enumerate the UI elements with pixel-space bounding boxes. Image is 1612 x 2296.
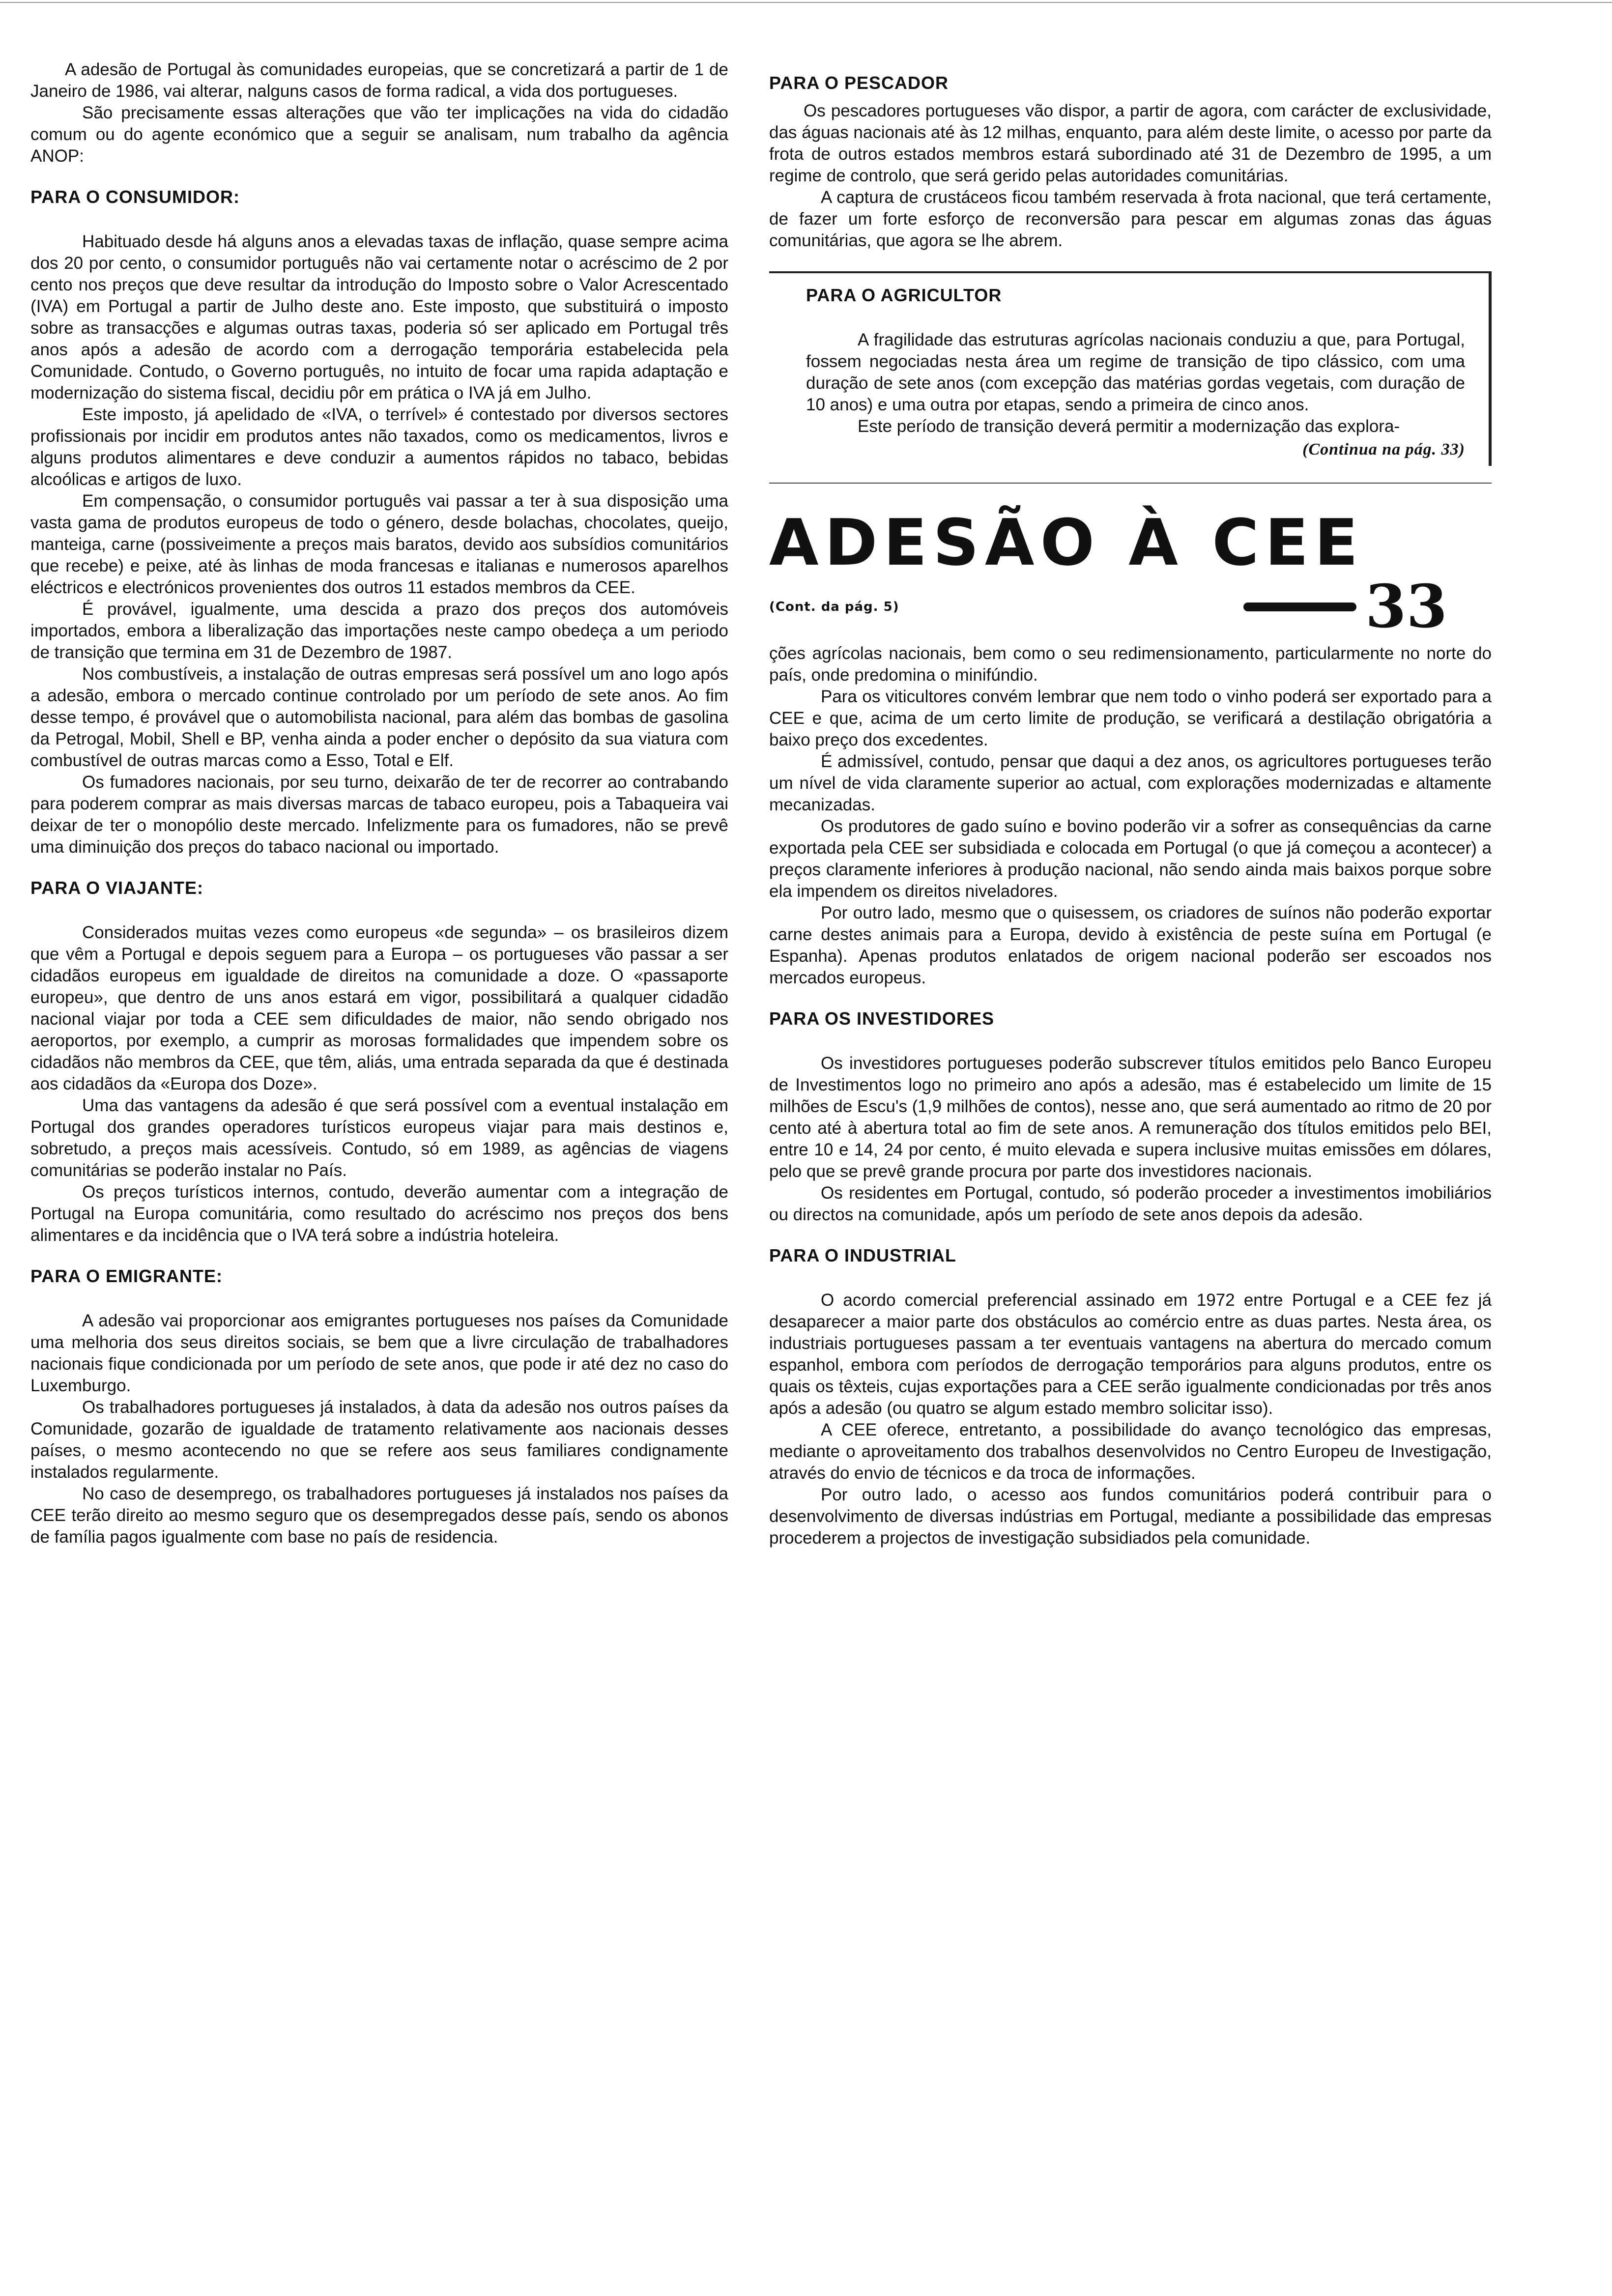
body-paragraph: É admissível, contudo, pensar que daqui a dez anos, os agricultores portugueses terão um nível de vida claramente superior ao actual, com explorações modernizadas e altamente mecanizadas. (769, 752, 1492, 814)
continued-note: (Continua na pág. 33) (1302, 440, 1465, 459)
banner-title: ADESÃO À CEE (769, 505, 1364, 580)
body-paragraph: A captura de crustáceos ficou também reservada à frota nacional, que terá certamente, de fazer um forte esforço de reconversão para pescar em algumas zonas das águas comunitárias, que agora se lhe abrem. (769, 188, 1492, 250)
body-paragraph: Considerados muitas vezes como europeus «de segunda» – os brasileiros dizem que vêm a Portugal e depois seguem para a Europa – os portugueses vão passar a ser cidadãos europeus em igualdade de direitos na comunidade a doze. O «passaporte europeu», que dentro de uns anos estará em vigor, possibilitará a qualquer cidadão nacional viajar por toda a CEE sem dificuldades de maior, não sendo obrigado nos aeroportos, por exemplo, a cumprir as morosas formalidades que impendem sobre os cidadãos não membros da CEE, que têm, aliás, uma entrada separada da que é destinada aos cidadãos da «Europa dos Doze». (30, 923, 728, 1093)
body-paragraph: O acordo comercial preferencial assinado em 1972 entre Portugal e a CEE fez já desaparecer a maior parte dos obstáculos ao comércio entre as duas partes. Nesta área, os industriais portugueses passam a ter eventuais vantagens na abertura do mercado comum espanhol, embora com períodos de derrogação temporários para alguns produtos, entre os quais os têxteis, cujas exportações para a CEE serão igualmente condicionadas por três anos após a adesão (ou quatro se algum estado membro solicitar isso). (769, 1291, 1492, 1418)
continued-from-note: (Cont. da pág. 5) (769, 600, 899, 614)
section-heading-industrial: PARA O INDUSTRIAL (769, 1245, 956, 1265)
intro-paragraph: A adesão de Portugal às comunidades europeias, que se concretizará a partir de 1 de Janeiro de 1986, vai alterar, nalguns casos de forma radical, a vida dos portugueses. (30, 60, 728, 101)
body-paragraph: Os preços turísticos internos, contudo, deverão aumentar com a integração de Portugal na Europa comunitária, como resultado do acréscimo nos preços dos bens alimentares e da incidência que o IVA terá sobre a indústria hoteleira. (30, 1182, 728, 1245)
body-paragraph: ções agrícolas nacionais, bem como o seu redimensionamento, particularmente no norte do país, onde predomina o minifúndio. (769, 644, 1492, 685)
body-paragraph: É provável, igualmente, uma descida a prazo dos preços dos automóveis importados, embora a liberalização das importações neste campo obedeça a um periodo de transição que termina em 31 de Dezembro de 1987. (30, 600, 728, 662)
body-paragraph: Os produtores de gado suíno e bovino poderão vir a sofrer as consequências da carne exportada pela CEE ser subsidiada e colocada em Portugal (o que já começou a acontecer) a preços claramente inferiores à produção nacional, não sendo ainda mais baixos porque sobre ela impendem os direitos niveladores. (769, 817, 1492, 901)
body-paragraph: A adesão vai proporcionar aos emigrantes portugueses nos países da Comunidade uma melhoria dos seus direitos sociais, se bem que a livre circulação de trabalhadores nacionais fique condicionada por um período de sete anos, que pode ir até dez no caso do Luxemburgo. (30, 1311, 728, 1395)
agricultor-box (769, 271, 1492, 466)
body-paragraph: Os pescadores portugueses vão dispor, a partir de agora, com carácter de exclusividade, das águas nacionais até às 12 milhas, enquanto, para além deste limite, o acesso por parte da frota de outros estados membros estará subordinado até 31 de Dezembro de 1995, a um regime de controlo, que será gerido pelas autoridades comunitárias. (769, 101, 1492, 185)
left-column (30, 59, 728, 1548)
section-heading-agricultor: PARA O AGRICULTOR (806, 285, 1002, 305)
body-paragraph: A CEE oferece, entretanto, a possibilidade do avanço tecnológico das empresas, mediante o aproveitamento dos trabalhos desenvolvidos no Centro Europeu de Investigação, através do envio de técnicos e da troca de informações. (769, 1420, 1492, 1483)
body-paragraph: Os investidores portugueses poderão subscrever títulos emitidos pelo Banco Europeu de Investimentos logo no primeiro ano após a adesão, mas é estabelecido um limite de 15 milhões de Escu's (1,9 milhões de contos), nesse ano, que será aumentado ao ritmo de 20 por cento até à abertura total ao fim de sete anos. A remuneração dos títulos emitidos pelo BEI, entre 10 e 14, 24 por cento, é muito elevada e supera inclusive muitas emissões em dólares, pelo que se prevê grande procura por parte dos investidores nacionais. (769, 1054, 1492, 1181)
body-paragraph: Os trabalhadores portugueses já instalados, à data da adesão nos outros países da Comunidade, gozarão de igualdade de tratamento relativamente aos nacionais desses países, o mesmo acontecendo no que se refere aos seus familiares condignamente instalados regularmente. (30, 1398, 728, 1482)
body-paragraph: Habituado desde há alguns anos a elevadas taxas de inflação, quase sempre acima dos 20 por cento, o consumidor português não vai certamente notar o acréscimo de 2 por cento nos preços que deve resultar da introdução do Imposto sobre o Valor Acrescentado (IVA) em Portugal a partir de Julho deste ano. Este imposto, que substituirá o imposto sobre as transacções e algumas outras taxas, poderia só ser aplicado em Portugal três anos após a adesão de acordo com a derrogação temporária estabelecida pela Comunidade. Contudo, o Governo português, no intuito de focar uma rapida adaptação e modernização do sistema fiscal, decidiu pôr em prática o IVA já em Julho. (30, 232, 728, 402)
body-paragraph: Este período de transição deverá permitir a modernização das explora- (858, 417, 1400, 436)
handwritten-dash (1243, 603, 1356, 611)
section-heading-consumidor: PARA O CONSUMIDOR: (30, 187, 240, 207)
handwritten-mark (1243, 572, 1447, 641)
section-heading-viajante: PARA O VIAJANTE: (30, 878, 204, 898)
body-paragraph: No caso de desemprego, os trabalhadores portugueses já instalados nos países da CEE terão direito ao mesmo seguro que os desempregados desse país, sendo os abonos de família pagos igualmente com base no país de residencia. (30, 1484, 728, 1547)
banner-subline (769, 572, 1492, 641)
body-paragraph: Por outro lado, o acesso aos fundos comunitários poderá contribuir para o desenvolvimento de diversas indústrias em Portugal, mediante a possibilidade das empresas procederem a projectos de investigação subsidiados pela comunidade. (769, 1485, 1492, 1548)
body-paragraph: Nos combustíveis, a instalação de outras empresas será possível um ano logo após a adesão, embora o mercado continue controlado por um período de sete anos. Ao fim desse tempo, é provável que o automobilista nacional, para além das bombas de gasolina da Petrogal, Mobil, Shell e BP, venha ainda a poder encher o depósito da sua viatura com combustível de outras marcas como a Esso, Total e Elf. (30, 664, 728, 770)
body-paragraph: Este imposto, já apelidado de «IVA, o terrível» é contestado por diversos sectores profissionais por incidir em produtos antes não taxados, como os medicamentos, livros e alguns produtos alimentares e deve conduzir a aumentos rápidos no tabaco, bebidas alcoólicas e artigos de luxo. (30, 405, 728, 489)
intro-paragraph: São precisamente essas alterações que vão ter implicações na vida do cidadão comum ou do agente económico que a seguir se analisam, num trabalho da agência ANOP: (30, 103, 728, 166)
body-paragraph: Por outro lado, mesmo que o quisessem, os criadores de suínos não poderão exportar carne destes animais para a Europa, devido à existência de peste suína em Portugal (e Espanha). Apenas produtos enlatados de origem nacional poderão ser escoados nos mercados europeus. (769, 903, 1492, 987)
handwritten-page-number: 33 (1365, 572, 1447, 641)
section-heading-investidores: PARA OS INVESTIDORES (769, 1008, 995, 1029)
body-paragraph: Uma das vantagens da adesão é que será possível com a eventual instalação em Portugal dos grandes operadores turísticos europeus viajar para mais destinos e, sobretudo, a preços mais acessíveis. Contudo, só em 1989, as agências de viagens comunitárias se poderão instalar no País. (30, 1096, 728, 1180)
page-top-rule (0, 2, 1612, 3)
section-divider (769, 483, 1492, 484)
section-heading-emigrante: PARA O EMIGRANTE: (30, 1266, 223, 1286)
section-heading-pescador: PARA O PESCADOR (769, 73, 949, 93)
body-paragraph: Para os viticultores convém lembrar que nem todo o vinho poderá ser exportado para a CEE e que, acima de um certo limite de produção, se verificará a destilação obrigatória a baixo preço dos excedentes. (769, 687, 1492, 749)
body-paragraph: Os fumadores nacionais, por seu turno, deixarão de ter de recorrer ao contrabando para poderem comprar as mais diversas marcas de tabaco europeu, pois a Tabaqueira vai deixar de ter o monopólio deste mercado. Infelizmente para os fumadores, não se prevê uma diminuição dos preços do tabaco nacional ou importado. (30, 773, 728, 857)
body-paragraph: A fragilidade das estruturas agrícolas nacionais conduziu a que, para Portugal, fossem negociadas nesta área um regime de transição de tipo clássico, com uma duração de sete anos (com excepção das matérias gordas vegetais, com duração de 10 anos) e uma outra por etapas, sendo a primeira de cinco anos. (806, 330, 1465, 414)
body-paragraph: Os residentes em Portugal, contudo, só poderão proceder a investimentos imobiliários ou directos na comunidade, após um período de sete anos depois da adesão. (769, 1183, 1492, 1224)
body-paragraph: Em compensação, o consumidor português vai passar a ter à sua disposição uma vasta gama de produtos europeus de todo o género, desde bolachas, chocolates, queijo, manteiga, carne (possiveimente a preços mais baratos, devido aos subsídios comunitários que recebe) e peixe, até às linhas de moda francesas e italianas e numerosos aparelhos eléctricos e electrónicos provenientes dos outros 11 estados membros da CEE. (30, 491, 728, 597)
right-column (769, 59, 1492, 1549)
